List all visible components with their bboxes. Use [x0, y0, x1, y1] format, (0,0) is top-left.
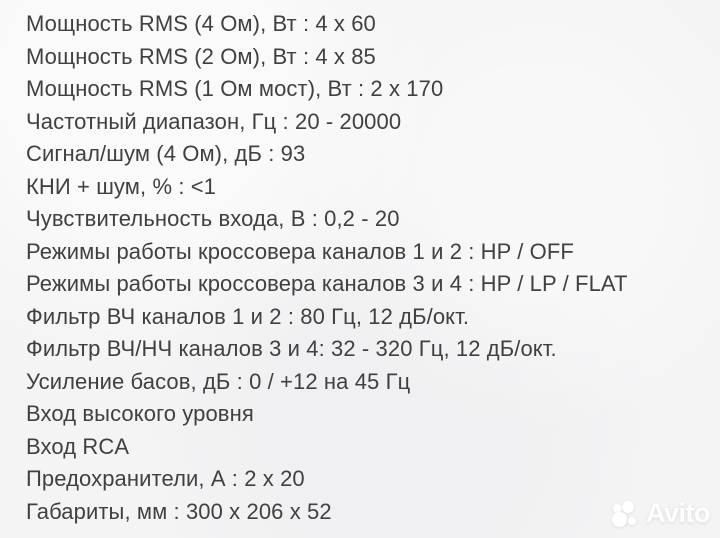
avito-bubble-icon [622, 501, 634, 513]
avito-watermark [612, 494, 716, 532]
spec-line: Мощность RMS (4 Ом), Вт : 4 x 60 [26, 11, 376, 36]
spec-line: Габариты, мм : 300 x 206 x 52 [26, 498, 332, 524]
spec-line: Предохранители, А : 2 x 20 [26, 466, 305, 491]
spec-line: Мощность RMS (2 Ом), Вт : 4 x 85 [26, 43, 376, 69]
spec-list [26, 8, 716, 528]
spec-line: Мощность RMS (1 Ом мост), Вт : 2 x 170 [26, 76, 444, 101]
spec-line: Фильтр ВЧ каналов 1 и 2 : 80 Гц, 12 дБ/окт. [26, 303, 470, 329]
spec-line: Режимы работы кроссовера каналов 3 и 4 : HP / LP / FLAT [26, 271, 628, 296]
avito-wordmark: Avito [646, 497, 710, 528]
avito-bubble-icon [628, 517, 636, 525]
spec-line: Усиление басов, дБ : 0 / +12 на 45 Гц [26, 368, 411, 394]
spec-line: Частотный диапазон, Гц : 20 - 20000 [26, 108, 402, 134]
spec-line: Чувствительность входа, В : 0,2 - 20 [26, 206, 400, 231]
spec-line: КНИ + шум, % : <1 [26, 173, 217, 199]
spec-line: Сигнал/шум (4 Ом), дБ : 93 [26, 141, 306, 166]
spec-line: Фильтр ВЧ/НЧ каналов 3 и 4: 32 - 320 Гц, 12 дБ/окт. [26, 336, 557, 361]
spec-line: Режимы работы кроссовера каналов 1 и 2 : HP / OFF [26, 238, 574, 264]
spec-line: Вход высокого уровня [26, 401, 254, 426]
avito-logo-icon [612, 498, 640, 528]
spec-line: Вход RCA [26, 433, 130, 459]
avito-bubble-icon [612, 512, 627, 527]
